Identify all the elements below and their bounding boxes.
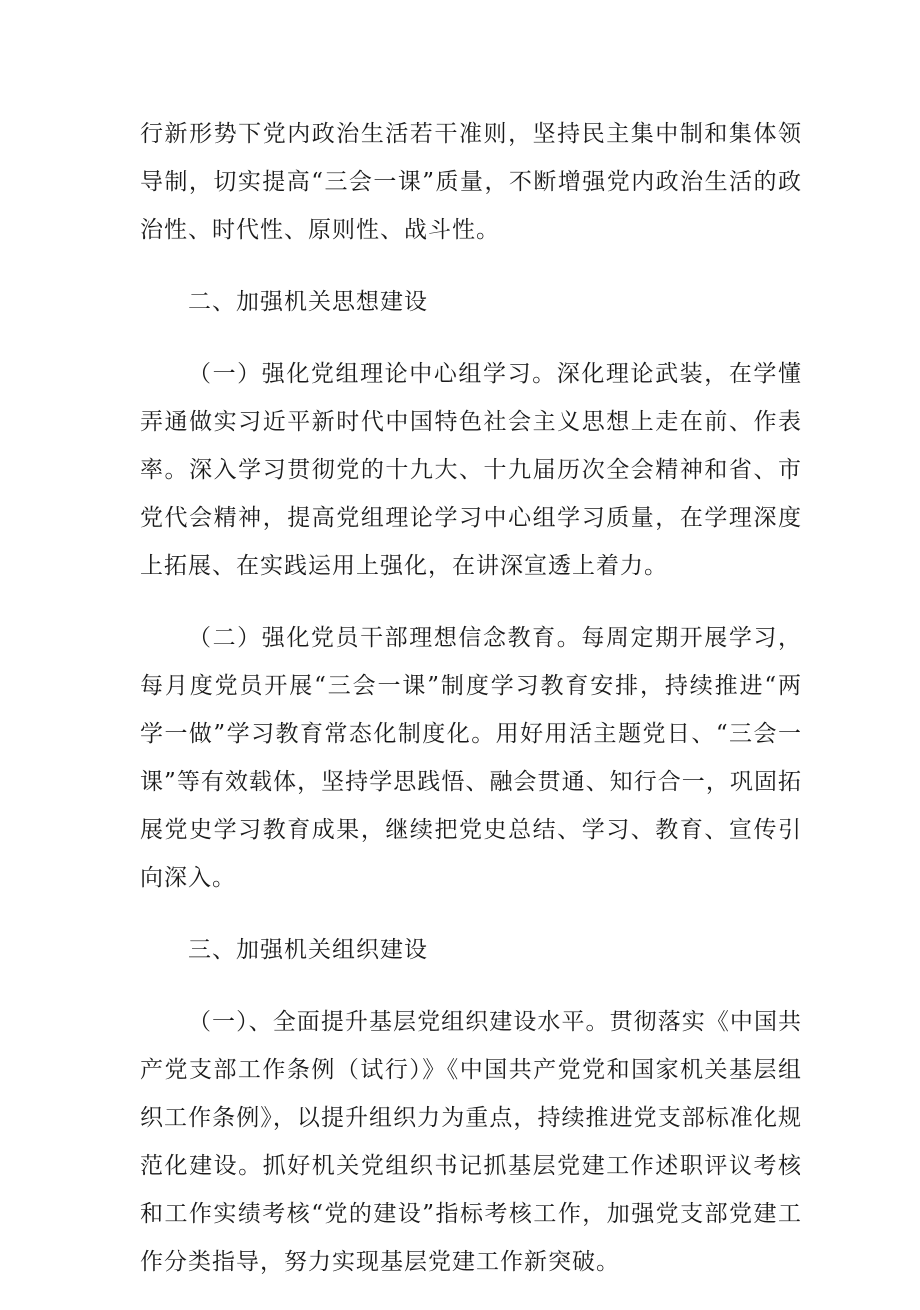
section-heading-3: 三、加强机关组织建设: [188, 937, 428, 963]
section-heading-2: 二、加强机关思想建设: [188, 289, 428, 315]
paragraph-3-1: （一）、全面提升基层党组织建设水平。贯彻落实《中国共产党支部工作条例（试行）》《中国共产党党和国家机关基层组织工作条例》，以提升组织力为重点，持续推进党支部标准化规范化建设。抓好机关党组织书记抓基层党建工作述职评议考核和工作实绩考核“党的建设”指标考核工作，加强党支部党建工作分类指导，努力实现基层党建工作新突破。: [140, 1009, 802, 1275]
document-body: [140, 110, 802, 1310]
paragraph-2-1: （一）强化党组理论中心组学习。深化理论武装，在学懂弄通做实习近平新时代中国特色社会主义思想上走在前、作表率。深入学习贯彻党的十九大、十九届历次全会精神和省、市党代会精神，提高党组理论学习中心组学习质量，在学理深度上拓展、在实践运用上强化，在讲深宣透上着力。: [140, 361, 802, 579]
paragraph-continued: 行新形势下党内政治生活若干准则，坚持民主集中制和集体领导制，切实提高“三会一课”质量，不断增强党内政治生活的政治性、时代性、原则性、战斗性。: [140, 121, 802, 243]
paragraph-2-2: （二）强化党员干部理想信念教育。每周定期开展学习，每月度党员开展“三会一课”制度学习教育安排，持续推进“两学一做”学习教育常态化制度化。用好用活主题党日、“三会一课”等有效载体，坚持学思践悟、融会贯通、知行合一，巩固拓展党史学习教育成果，继续把党史总结、学习、教育、宣传引向深入。: [140, 625, 802, 891]
